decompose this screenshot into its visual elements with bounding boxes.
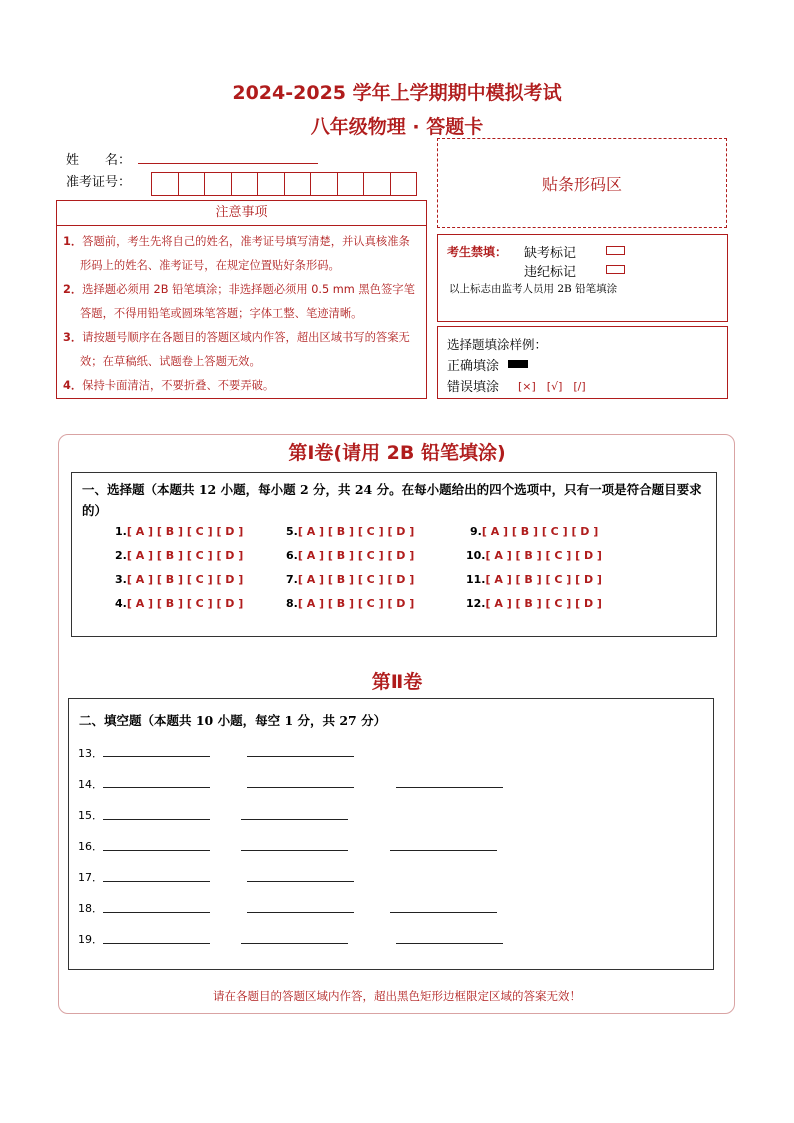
name-field[interactable]: [138, 149, 318, 164]
answer-blank[interactable]: [247, 756, 354, 757]
digit-box[interactable]: [179, 173, 206, 195]
question-number: 13．: [78, 747, 103, 760]
answer-blank[interactable]: [396, 943, 503, 944]
digit-box[interactable]: [338, 173, 365, 195]
answer-blank[interactable]: [103, 819, 210, 820]
question-number: 16．: [78, 840, 103, 853]
notice-item: 4．保持卡面清洁，不要折叠、不要弄破。: [63, 379, 275, 392]
question-number: 15．: [78, 809, 103, 822]
question-row[interactable]: 9.[ A ] [ B ] [ C ] [ D ]: [470, 525, 599, 538]
question-row[interactable]: 2.[ A ] [ B ] [ C ] [ D ]: [115, 549, 244, 562]
question-row[interactable]: 11.[ A ] [ B ] [ C ] [ D ]: [466, 573, 602, 586]
question-row[interactable]: 6.[ A ] [ B ] [ C ] [ D ]: [286, 549, 415, 562]
digit-box[interactable]: [258, 173, 285, 195]
wrong-fill-label: 错误填涂: [447, 380, 500, 395]
correct-fill-mark: [508, 360, 528, 368]
wrong-fill-marks: [×] [√] [/]: [518, 380, 586, 393]
answer-blank[interactable]: [247, 787, 354, 788]
exam-number-label: 准考证号：: [66, 175, 132, 190]
name-label: 姓 名：: [66, 153, 132, 168]
notice-box: [56, 200, 427, 399]
exam-subtitle: 八年级物理 · 答题卡: [310, 116, 484, 138]
answer-blank[interactable]: [103, 912, 210, 913]
volume-2-title: 第Ⅱ卷: [371, 671, 423, 693]
answer-blank[interactable]: [247, 912, 354, 913]
exam-number-boxes[interactable]: [151, 172, 417, 196]
answer-blank[interactable]: [241, 819, 348, 820]
notice-item: 3．请按题号顺序在各题目的答题区域内作答，超出区域书写的答案无效；在草稿纸、试题卷上答题无效。: [63, 331, 410, 368]
absent-label: 缺考标记: [524, 246, 577, 261]
answer-blank[interactable]: [103, 850, 210, 851]
notice-heading: 注意事项: [57, 201, 426, 226]
fill-heading: 二、填空题（本题共 10 小题，每空 1 分，共 27 分）: [79, 713, 387, 728]
digit-box[interactable]: [391, 173, 417, 195]
question-number: 17．: [78, 871, 103, 884]
notice-item: 2．选择题必须用 2B 铅笔填涂；非选择题必须用 0.5 mm 黑色签字笔答题，不得用铅笔或圆珠笔答题；字体工整、笔迹清晰。: [63, 283, 415, 320]
question-row[interactable]: 10.[ A ] [ B ] [ C ] [ D ]: [466, 549, 602, 562]
question-number: 19．: [78, 933, 103, 946]
question-row[interactable]: 7.[ A ] [ B ] [ C ] [ D ]: [286, 573, 415, 586]
answer-blank[interactable]: [247, 881, 354, 882]
notice-item: 1．答题前，考生先将自己的姓名，准考证号填写清楚，并认真核准条形码上的姓名、准考证号，在规定位置贴好条形码。: [63, 235, 410, 272]
fill-sample-box: [437, 326, 728, 399]
answer-blank[interactable]: [103, 756, 210, 757]
question-row[interactable]: 5.[ A ] [ B ] [ C ] [ D ]: [286, 525, 415, 538]
digit-box[interactable]: [232, 173, 259, 195]
digit-box[interactable]: [152, 173, 179, 195]
question-row[interactable]: 12.[ A ] [ B ] [ C ] [ D ]: [466, 597, 602, 610]
question-row[interactable]: 8.[ A ] [ B ] [ C ] [ D ]: [286, 597, 415, 610]
answer-blank[interactable]: [103, 787, 210, 788]
mcq-heading: 一、选择题（本题共 12 小题，每小题 2 分，共 24 分。在每小题给出的四个选项中，只有一项是符合题目要求的）: [82, 482, 702, 518]
volume-1-title: 第Ⅰ卷(请用 2B 铅笔填涂): [288, 442, 506, 464]
answer-blank[interactable]: [103, 881, 210, 882]
absent-mark-box[interactable]: [606, 246, 625, 255]
question-row[interactable]: 1.[ A ] [ B ] [ C ] [ D ]: [115, 525, 244, 538]
question-number: 18．: [78, 902, 103, 915]
sample-heading: 选择题填涂样例：: [447, 337, 548, 352]
violation-mark-box[interactable]: [606, 265, 625, 274]
fill-in-section: [68, 698, 714, 970]
barcode-area[interactable]: 贴条形码区: [437, 138, 727, 228]
violation-label: 违纪标记: [524, 265, 577, 280]
answer-blank[interactable]: [396, 787, 503, 788]
footer-warning: 请在各题目的答题区域内作答，超出黑色矩形边框限定区域的答案无效！: [213, 989, 581, 1003]
answer-blank[interactable]: [103, 943, 210, 944]
answer-blank[interactable]: [241, 943, 348, 944]
digit-box[interactable]: [364, 173, 391, 195]
answer-blank[interactable]: [241, 850, 348, 851]
exam-title: 2024-2025 学年上学期期中模拟考试: [232, 82, 562, 104]
digit-box[interactable]: [205, 173, 232, 195]
multiple-choice-section: [71, 472, 717, 637]
correct-fill-label: 正确填涂: [447, 359, 500, 374]
forbid-note: 以上标志由监考人员用 2B 铅笔填涂: [449, 283, 618, 295]
digit-box[interactable]: [311, 173, 338, 195]
forbid-label: 考生禁填：: [447, 245, 508, 259]
question-row[interactable]: 4.[ A ] [ B ] [ C ] [ D ]: [115, 597, 244, 610]
examiner-marks-box: [437, 234, 728, 322]
answer-blank[interactable]: [390, 912, 497, 913]
question-number: 14．: [78, 778, 103, 791]
digit-box[interactable]: [285, 173, 312, 195]
question-row[interactable]: 3.[ A ] [ B ] [ C ] [ D ]: [115, 573, 244, 586]
answer-blank[interactable]: [390, 850, 497, 851]
